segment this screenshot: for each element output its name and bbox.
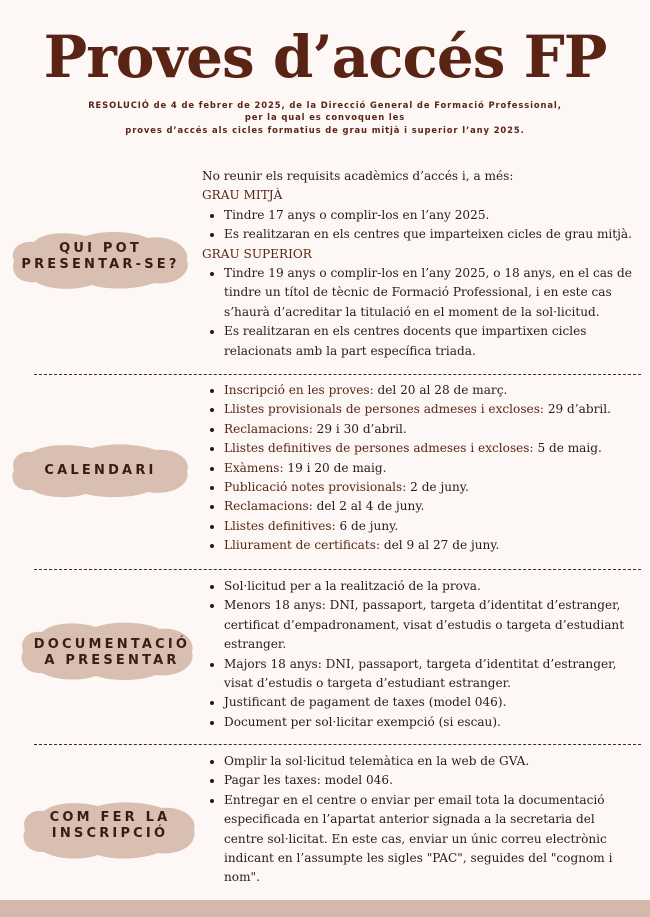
date-value: 2 de juny. xyxy=(406,480,469,495)
list-item xyxy=(224,381,634,400)
date-label: Llistes provisionals de persones admeses i excloses: xyxy=(224,402,544,417)
section-label-documentacio xyxy=(22,637,202,669)
date-value: del 9 al 27 de juny. xyxy=(380,538,500,553)
date-value: 5 de maig. xyxy=(533,441,602,456)
section-label-line: QUI POT xyxy=(59,241,142,256)
list-item: • Pagar les taxes: model 046. xyxy=(224,771,634,790)
documentacio-list xyxy=(202,577,634,732)
list-item: • Omplir la sol·licitud telemàtica en la web de GVA. xyxy=(224,752,634,771)
resolution-line: RESOLUCIÓ de 4 de febrer de 2025, de la Direcció General de Formació Professional, xyxy=(88,100,562,110)
list-item xyxy=(224,478,634,497)
section-label-calendari xyxy=(8,463,193,479)
page-title: Proves d’accés FP xyxy=(43,23,607,91)
date-label: Publicació notes provisionals: xyxy=(224,480,407,495)
section-label-line: CALENDARI xyxy=(44,463,157,478)
date-value: 29 d’abril. xyxy=(543,402,611,417)
section-calendari-content xyxy=(202,381,634,556)
list-item xyxy=(224,497,634,516)
section-label-line: PRESENTAR-SE? xyxy=(21,257,180,272)
section-divider xyxy=(34,374,641,375)
grau-superior-heading: GRAU SUPERIOR xyxy=(202,246,312,261)
date-label: Reclamacions: xyxy=(224,421,313,436)
list-item: • Tindre 19 anys o complir-los en l’any 2025, o 18 anys, en el cas de tindre un títol de tècnic de Formació Professional, i en este cas s’haurà d’acreditar la titulació en el moment de la sol·licitud. xyxy=(224,264,634,322)
resolution-line: proves d’accés als cicles formatius de grau mitjà i superior l’any 2025. xyxy=(125,124,525,135)
list-item: • Es realitzaran en els centres que imparteixen cicles de grau mitjà. xyxy=(224,225,634,244)
date-label: Lliurament de certificats: xyxy=(224,538,381,553)
list-item: • Majors 18 anys: DNI, passaport, targeta d’identitat d’estranger, visat d’estudis o targeta d’estudiant estranger. xyxy=(224,655,634,694)
section-divider xyxy=(34,569,641,570)
list-item: • Sol·licitud per a la realització de la prova. xyxy=(224,577,634,596)
date-label: Reclamacions: xyxy=(224,499,313,514)
date-label: Llistes definitives de persones admeses i excloses: xyxy=(224,441,534,456)
list-item xyxy=(224,420,634,439)
list-item: • Menors 18 anys: DNI, passaport, targeta d’identitat d’estranger, certificat d’empadronament, visat d’estudis o targeta d’estudiant estranger. xyxy=(224,596,634,654)
date-label: Inscripció en les proves: xyxy=(224,383,374,397)
section-qui-pot-content xyxy=(202,167,634,361)
list-item xyxy=(224,536,634,555)
date-label: Exàmens: xyxy=(224,460,284,475)
list-item: • Entregar en el centre o enviar per email tota la documentació especificada en l’apartat anterior signada a la secretaria del centre sol·licitat. En este cas, enviar un únic correu electrònic indicant en l’assumpte les sigles "PAC", seguides del "cognom i nom". xyxy=(224,791,634,888)
list-item: • Document per sol·licitar exempció (si escau). xyxy=(224,713,634,732)
list-item: • Justificant de pagament de taxes (model 046). xyxy=(224,693,634,712)
intro-text: No reunir els requisits acadèmics d’accés i, a més: xyxy=(202,169,514,183)
section-label-inscripcio xyxy=(20,810,200,842)
grau-mitja-list xyxy=(202,206,634,245)
list-item xyxy=(224,517,634,536)
list-item: • Es realitzaran en els centres docents que impartixen cicles relacionats amb la part específica triada. xyxy=(224,322,634,361)
resolution-line: per la qual es convoquen les xyxy=(244,112,406,123)
list-item xyxy=(224,459,634,478)
section-label-line: A PRESENTAR xyxy=(44,653,180,668)
date-value: del 2 al 4 de juny. xyxy=(312,499,425,514)
list-item: • Tindre 17 anys o complir-los en l’any 2025. xyxy=(224,206,634,225)
section-documentacio-content xyxy=(202,577,634,732)
list-item xyxy=(224,439,634,458)
section-divider xyxy=(34,744,641,745)
date-value: del 20 al 28 de març. xyxy=(373,383,508,397)
list-item xyxy=(224,400,634,419)
section-label-line: DOCUMENTACIÓ xyxy=(33,637,191,652)
section-label-line: COM FER LA xyxy=(49,810,171,825)
section-label-qui-pot xyxy=(8,241,193,273)
resolution-text xyxy=(60,99,590,136)
section-label-line: INSCRIPCIÓ xyxy=(51,826,169,841)
calendari-list xyxy=(202,381,634,556)
section-inscripcio-content xyxy=(202,752,634,888)
date-label: Llistes definitives: xyxy=(224,518,336,533)
footer-bar xyxy=(0,900,650,917)
grau-superior-list xyxy=(202,264,634,361)
date-value: 6 de juny. xyxy=(335,518,399,533)
grau-mitja-heading: GRAU MITJÀ xyxy=(202,188,283,203)
date-value: 29 i 30 d’abril. xyxy=(312,421,407,436)
date-value: 19 i 20 de maig. xyxy=(283,460,387,475)
inscripcio-list xyxy=(202,752,634,888)
